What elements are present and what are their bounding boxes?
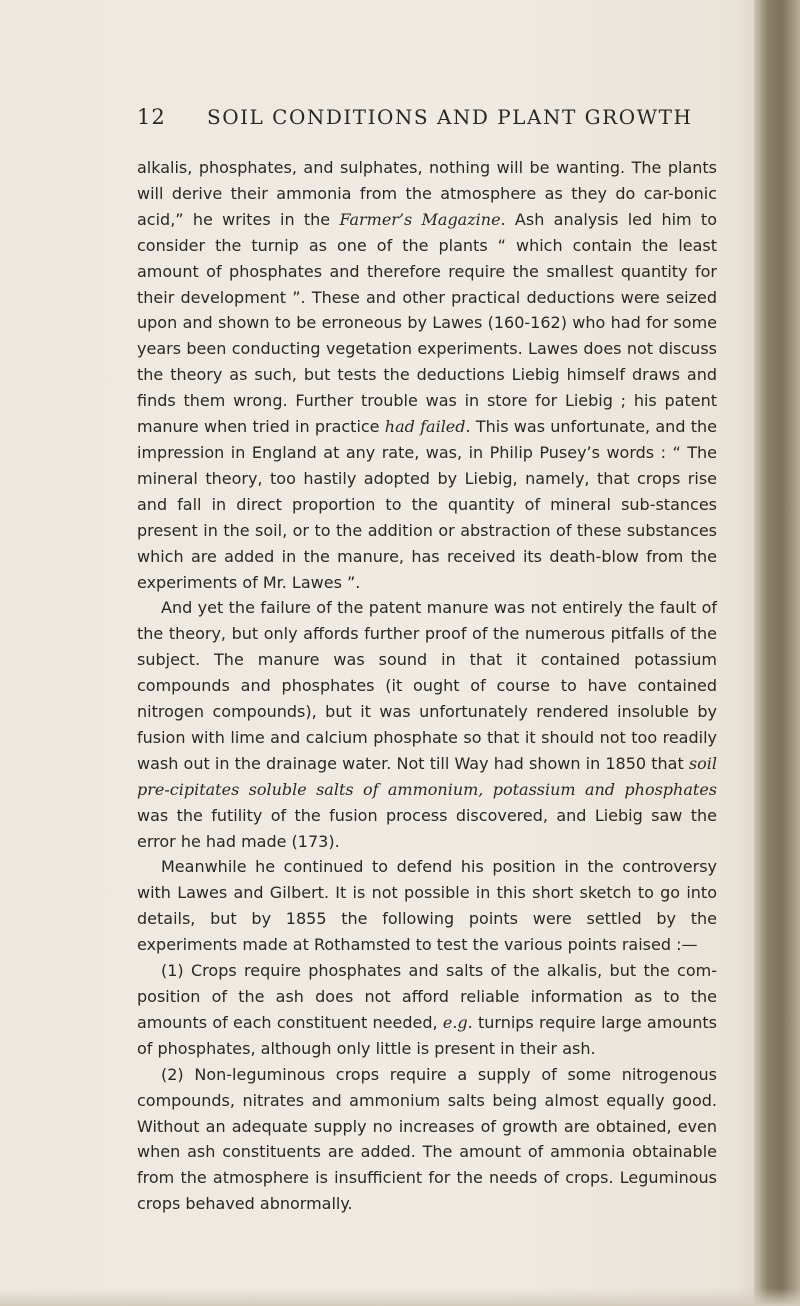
paragraph-4 [137, 958, 717, 1062]
italic-segment: e.g. [442, 1012, 473, 1032]
text-segment: (2) Non-leguminous crops require a supply of some nitrogenous compounds, nitrates and ammonium salts being almost equally good. Without an adequate supply no increases of growth are obtained, even when ash constituents are added. The amount of ammonia obtainable from the atmosphere is insufficient for the needs of crops. Leguminous crops behaved abnormally. [137, 1064, 717, 1214]
running-head: SOIL CONDITIONS AND PLANT GROWTH [207, 105, 693, 129]
text-segment: (1) Crops require phosphates and salts of the alkalis, but the com-position of the ash does not afford reliable information as to the amounts of each constituent needed, [137, 961, 717, 1032]
text-segment: . Ash analysis led him to consider the turnip as one of the plants “ which contain the least amount of phosphates and therefore require the smallest quantity for their development ”. These and other practical deductions were seized upon and shown to be erroneous by Lawes (160-162) who had for some years been conducting vegetation experiments. Lawes does not discuss the theory as such, but tests the deductions Liebig himself draws and finds them wrong. Further trouble was in store for Liebig ; his patent manure when tried in practice [137, 209, 717, 437]
italic-segment: had failed. [384, 417, 471, 437]
page-bottom-shadow [0, 1288, 800, 1306]
text-segment: was the futility of the fusion process discovered, and Liebig saw the error he had made (173). [137, 805, 717, 851]
paragraph-5 [137, 1062, 717, 1217]
paragraph-3 [137, 854, 717, 958]
text-segment: This was unfortunate, and the impression in England at any rate, was, in Philip Pusey’s words : “ The mineral theory, too hastily adopted by Liebig, namely, that crops rise and fall in direct proportion to the quantity of mineral sub-stances present in the soil, or to the addition or abstraction of these substances which are added in the manure, has received its death-blow from the experiments of Mr. Lawes ”. [137, 417, 717, 592]
text-segment: And yet the failure of the patent manure was not entirely the fault of the theory, but only affords further proof of the numerous pitfalls of the subject. The manure was sound in that it contained potassium compounds and phosphates (it ought of course to have contained nitrogen compounds), but it was unfortunately rendered insoluble by fusion with lime and calcium phosphate so that it should not too readily wash out in the drainage water. Not till Way had shown in 1850 that [137, 598, 717, 773]
page-header [137, 105, 697, 145]
italic-segment: soil pre-cipitates soluble salts of ammonium, potassium and phosphates [137, 753, 717, 799]
page-number: 12 [137, 105, 166, 129]
page-edge-shadow [754, 0, 800, 1306]
body-text [137, 155, 717, 1217]
text-segment: alkalis, phosphates, and sulphates, nothing will be wanting. The plants will derive their ammonia from the atmosphere as they do car-bonic acid,” he writes in the [137, 158, 717, 229]
text-segment: Meanwhile he continued to defend his position in the controversy with Lawes and Gilbert. It is not possible in this short sketch to go into details, but by 1855 the following points were settled by the experiments made at Rothamsted to test the various points raised :— [137, 857, 717, 955]
paragraph-2 [137, 595, 717, 854]
text-segment: turnips require large amounts of phosphates, although only little is present in their ash. [137, 1012, 718, 1058]
italic-segment: Farmer’s Magazine [339, 209, 501, 229]
paragraph-1 [137, 155, 717, 595]
